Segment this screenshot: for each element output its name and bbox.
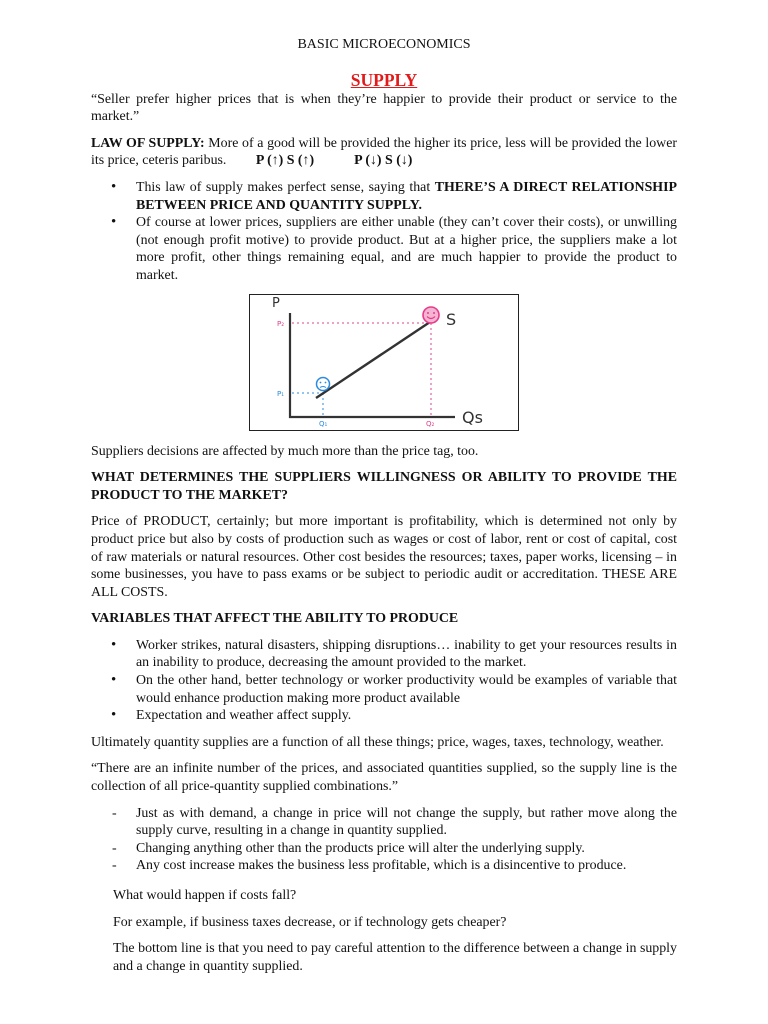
- list-item: - Just as with demand, a change in price will not change the supply, but rather move along the supply curve, resulting in a change in quantity supplied.: [91, 805, 677, 840]
- sad-face-icon: [317, 377, 330, 390]
- list-item-text: This law of supply makes perfect sense, saying that: [136, 179, 435, 195]
- list-item: - Changing anything other than the products price will alter the underlying supply.: [91, 840, 677, 858]
- relation-down: P (↓) S (↓): [354, 153, 413, 169]
- list-item: • Expectation and weather affect supply.: [91, 707, 677, 725]
- law-of-supply-text: More of a good will be provided the higher its price, less will be provided the lower its price, ceteris paribus.: [91, 135, 677, 169]
- list-item: • Worker strikes, natural disasters, shipping disruptions… inability to get your resources results in an inability to produce, decreasing the amount provided to the market.: [91, 637, 677, 672]
- ultimately-paragraph: Ultimately quantity supplies are a function of all these things; price, wages, taxes, technology, weather.: [91, 734, 664, 750]
- axes: [290, 313, 455, 417]
- q-low-label: Q₁: [319, 419, 328, 428]
- supply-graph: [249, 294, 519, 431]
- supply-graph-svg: [250, 295, 518, 430]
- document-header: BASIC MICROECONOMICS: [297, 37, 471, 52]
- relation-up: P (↑) S (↑): [255, 153, 315, 169]
- supply-curve: [316, 320, 433, 398]
- heading-variables: [91, 610, 677, 628]
- variables-bullets: [91, 637, 677, 725]
- happy-face-icon: [423, 307, 439, 323]
- supply-graph-wrapper: [91, 294, 677, 431]
- heading-variables-text: VARIABLES THAT AFFECT THE ABILITY TO PRODUCE: [91, 611, 459, 627]
- bottom-line: The bottom line is that you need to pay careful attention to the difference between a change in supply and a change in quantity supplied.: [113, 941, 677, 974]
- list-item: [91, 214, 677, 284]
- curve-label: S: [446, 309, 457, 329]
- price-paragraph: Price of PRODUCT, certainly; but more important is profitability, which is determined not only by product price but also by costs of production such as wages or cost of labor, rent or cost of capital, cost of raw materials or natural resources. Other cost besides the resources; taxes, paper works, licensing – in some businesses, you have to pass exams or be subject to periodic audit or accreditation. THESE ARE ALL COSTS.: [91, 514, 677, 600]
- law-bullets: [91, 179, 677, 285]
- law-of-supply-label: LAW OF SUPPLY:: [91, 135, 205, 151]
- heading-determines-text: WHAT DETERMINES THE SUPPLIERS WILLINGNESS OR ABILITY TO PROVIDE THE PRODUCT TO THE MARKET?: [91, 470, 677, 503]
- suppliers-decisions: Suppliers decisions are affected by much more than the price tag, too.: [91, 443, 479, 459]
- question-example: For example, if business taxes decrease, or if technology gets cheaper?: [113, 914, 507, 930]
- p-low-label: P₁: [277, 389, 285, 398]
- law-of-supply-paragraph: [91, 135, 677, 170]
- supply-relations: [256, 152, 413, 170]
- list-item-bold: THERE’S A DIRECT RELATIONSHIP BETWEEN PRICE AND QUANTITY SUPPLY.: [136, 179, 677, 213]
- list-item-text: Of course at lower prices, suppliers are either unable (they can’t cover their costs), or unwilling (not enough profit motive) to provide product. But at a higher price, the suppliers make a lot more profit, other things remaining equal, and are much happier to provide the product to market.: [136, 215, 677, 283]
- infinite-prices-quote: “There are an infinite number of the prices, and associated quantities supplied, so the supply line is the collection of all price-quantity supplied combinations.”: [91, 761, 677, 795]
- question-costs-fall: What would happen if costs fall?: [113, 888, 297, 903]
- list-item: - Any cost increase makes the business less profitable, which is a disincentive to produce.: [91, 857, 677, 875]
- x-axis-label: Qs: [462, 407, 483, 427]
- document-title: SUPPLY: [350, 69, 418, 90]
- y-axis-label: P: [272, 295, 280, 311]
- heading-determines: [91, 469, 677, 504]
- seller-quote: “Seller prefer higher prices that is when they’re happier to provide their product or service to the market.”: [91, 91, 677, 125]
- list-item: [91, 179, 677, 214]
- q-high-label: Q₂: [426, 419, 435, 428]
- change-dashes: [91, 805, 677, 875]
- list-item: • On the other hand, better technology or worker productivity would be examples of variable that would enhance production making more product available: [91, 672, 677, 707]
- p-high-label: P₂: [277, 319, 285, 328]
